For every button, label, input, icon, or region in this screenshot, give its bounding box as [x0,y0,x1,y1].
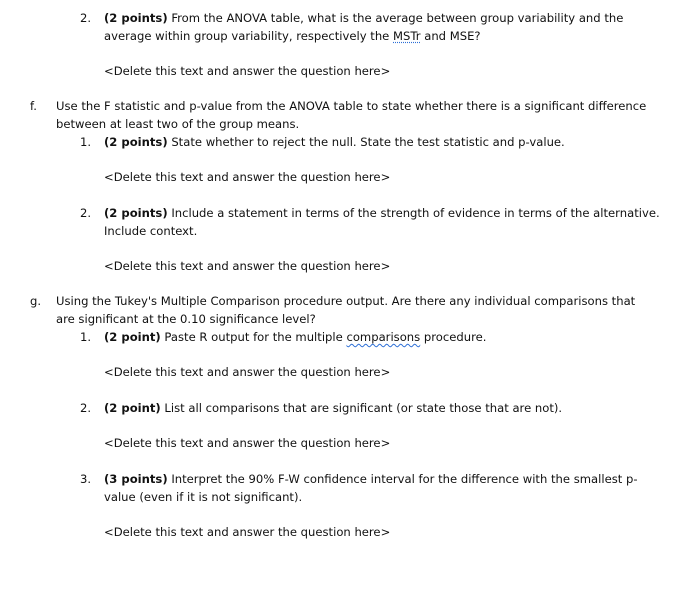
question-text: procedure. [420,330,487,344]
answer-placeholder[interactable]: <Delete this text and answer the question here> [104,436,391,450]
question-f2-line1 [104,204,660,222]
answer-placeholder[interactable]: <Delete this text and answer the question here> [104,525,391,539]
points-label: (2 points) [104,135,168,149]
answer-placeholder[interactable]: <Delete this text and answer the question here> [104,64,391,78]
answer-placeholder[interactable]: <Delete this text and answer the question here> [104,170,391,184]
answer-placeholder[interactable]: <Delete this text and answer the question here> [104,365,391,379]
question-g3-line2: value (even if it is not significant). [104,490,303,504]
question-text: Interpret the 90% F-W confidence interval for the difference with the smallest p- [167,472,638,486]
question-g2 [104,399,562,417]
item-number: 2. [80,206,92,220]
question-g1 [104,328,486,346]
question-f2-line2: Include context. [104,224,198,238]
question-text: and MSE? [420,29,481,43]
question-text: List all comparisons that are significant (or state those that are not). [160,401,563,415]
question-f-line2: between at least two of the group means. [56,117,300,131]
points-label: (2 points) [104,11,168,25]
item-number: 3. [80,472,92,486]
question-text: Paste R output for the multiple [160,330,347,344]
points-label: (2 point) [104,330,161,344]
question-text: Include a statement in terms of the strength of evidence in terms of the alternative. [167,206,660,220]
question-g-line1: Using the Tukey's Multiple Comparison procedure output. Are there any individual comparisons that [56,294,636,308]
question-text: From the ANOVA table, what is the average between group variability and the [167,11,624,25]
question-e2-line2 [104,27,481,45]
question-text: State whether to reject the null. State the test statistic and p-value. [167,135,565,149]
comparisons-term: comparisons [346,330,421,344]
question-text: average within group variability, respectively the [104,29,394,43]
points-label: (2 point) [104,401,161,415]
mstr-term: MSTr [393,29,421,43]
question-g3-line1 [104,470,638,488]
item-letter: g. [30,294,42,308]
item-number: 1. [80,330,92,344]
points-label: (3 points) [104,472,168,486]
points-label: (2 points) [104,206,168,220]
item-number: 2. [80,401,92,415]
answer-placeholder[interactable]: <Delete this text and answer the question here> [104,259,391,273]
item-number: 1. [80,135,92,149]
question-g-line2: are significant at the 0.10 significance level? [56,312,316,326]
item-letter: f. [30,99,37,113]
item-number: 2. [80,11,92,25]
question-e2-line1 [104,9,623,27]
question-f1 [104,133,565,151]
question-f-line1: Use the F statistic and p-value from the ANOVA table to state whether there is a significant difference [56,99,647,113]
